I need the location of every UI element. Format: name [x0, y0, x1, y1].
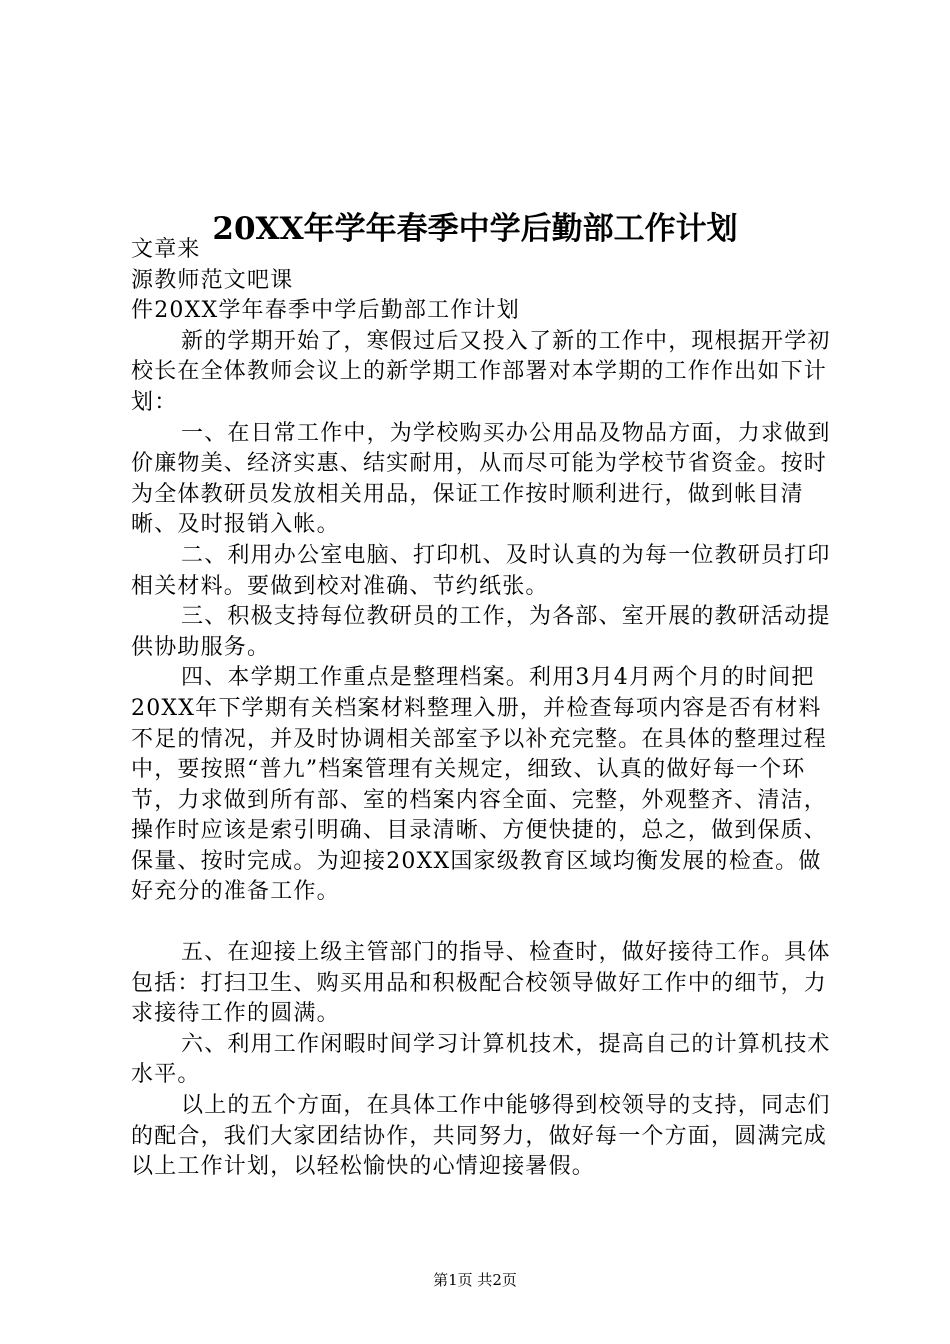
- paragraph-conclusion: 以上的五个方面，在具体工作中能够得到校领导的支持，同志们的配合，我们大家团结协作，共同努力，做好每一个方面，圆满完成以上工作计划，以轻松愉快的心情迎接暑假。: [131, 1093, 831, 1180]
- paragraph-item-3: 三、积极支持每位教研员的工作，为各部、室开展的教研活动提供协助服务。: [131, 604, 831, 660]
- source-line: 件20XX学年春季中学后勤部工作计划: [131, 298, 520, 324]
- document-title: 20XX年学年春季中学后勤部工作计划: [212, 210, 738, 247]
- document-body: [131, 235, 831, 1183]
- paragraph-item-1: 一、在日常工作中，为学校购买办公用品及物品方面，力求做到价廉物美、经济实惠、结实耐用，从而尽可能为学校节省资金。按时为全体教研员发放相关用品，保证工作按时顺利进行，做到帐目清晰、及时报销入帐。: [131, 420, 831, 538]
- paragraph-item-2: 二、利用办公室电脑、打印机、及时认真的为每一位教研员打印相关材料。要做到校对准确、节约纸张。: [131, 542, 831, 599]
- page-number-footer: 第1页 共2页: [433, 1271, 517, 1289]
- paragraph-spacer: [131, 908, 831, 938]
- paragraph-item-6: 六、利用工作闲暇时间学习计算机技术，提高自己的计算机技术水平。: [131, 1031, 831, 1088]
- paragraph-item-5: 五、在迎接上级主管部门的指导、检查时，做好接待工作。具体包括：打扫卫生、购买用品和积极配合校领导做好工作中的细节，力求接待工作的圆满。: [131, 940, 831, 1027]
- source-line: 源教师范文吧课: [131, 267, 294, 293]
- paragraph-intro: 新的学期开始了，寒假过后又投入了新的工作中，现根据开学初校长在全体教师会议上的新学期工作部署对本学期的工作作出如下计划：: [131, 328, 831, 415]
- source-line: 文章来: [131, 237, 201, 262]
- paragraph-item-4: 四、本学期工作重点是整理档案。利用3月4月两个月的时间把20XX年下学期有关档案材料整理入册，并检查每项内容是否有材料不足的情况，并及时协调相关部室予以补充完整。在具体的整理过程中，要按照“普九”档案管理有关规定，细致、认真的做好每一个环节，力求做到所有部、室的档案内容全面、完整，外观整齐、清洁，操作时应该是索引明确、目录清晰、方便快捷的，总之，做到保质、保量、按时完成。为迎接20XX国家级教育区域均衡发展的检查。做好充分的准备工作。: [131, 665, 828, 905]
